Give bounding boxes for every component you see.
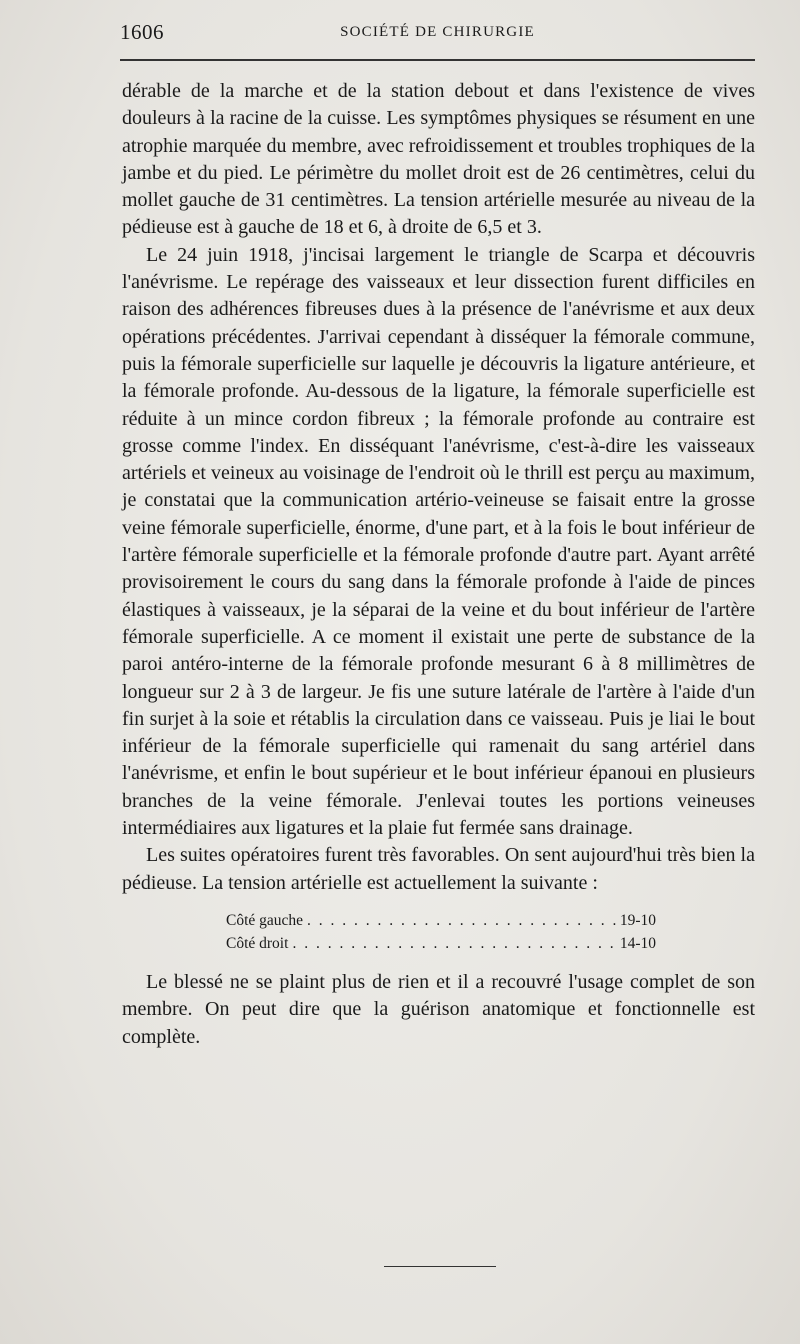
tension-side-label: Côté droit bbox=[226, 934, 289, 952]
paragraph-2: Le 24 juin 1918, j'incisai largement le triangle de Scarpa et découvris l'anévrisme. Le repérage des vaisseaux et leur dissection furent difficiles en raison des adhérences fibreuses dues à la présence de l'anévrisme et aux deux opérations précédentes. J'arrivai cependant à disséquer la fémorale commune, puis la fémorale superficielle sur laquelle je découvris la ligature antérieure, et la fémorale profonde. Au-dessous de la ligature, la fémorale superficielle est réduite à un mince cordon fibreux ; la fémorale profonde au contraire est grosse comme l'index. En disséquant l'anévrisme, c'est-à-dire les vaisseaux artériels et veineux au voisinage de l'endroit où le thrill est perçu au maximum, je constatai que la communication artério-veineuse se faisait entre la grosse veine fémorale superficielle, énorme, d'une part, et à la fois le bout inférieur de l'artère fémorale superficielle et la fémorale profonde d'autre part. Ayant arrêté provisoirement le cours du sang dans la fémorale profonde à l'aide de pinces élastiques à vaisseaux, je la séparai de la veine et du bout inférieur de l'artère fémorale superficielle. A ce moment il existait une perte de substance de la paroi antéro-interne de la fémorale profonde mesurant 6 à 8 millimètres de longueur sur 2 à 3 de largeur. Je fis une suture latérale de l'artère à l'aide d'un fin surjet à la soie et rétablis la circulation dans ce vaisseau. Puis je liai le bout inférieur de la fémorale superficielle qui ramenait du sang artériel dans l'anévrisme, et enfin le bout supérieur et le bout inférieur épanoui en plusieurs branches de la veine fémorale. J'enlevai toutes les portions veineuses intermédiaires aux ligatures et la plaie fut fermée sans drainage. bbox=[122, 243, 755, 840]
body-text bbox=[122, 78, 755, 1051]
tension-row-left bbox=[226, 909, 656, 932]
end-rule bbox=[384, 1266, 496, 1267]
tension-value: 14-10 bbox=[619, 934, 656, 952]
page-number: 1606 bbox=[120, 20, 164, 44]
closing-paragraph: Le blessé ne se plaint plus de rien et il a recouvré l'usage complet de son membre. On peut dire que la guérison anatomique et fonctionnelle est complète. bbox=[122, 970, 755, 1048]
tension-table bbox=[226, 909, 656, 955]
header-rule bbox=[120, 59, 755, 61]
leader-dots bbox=[307, 909, 616, 932]
paragraph-3: Les suites opératoires furent très favorables. On sent aujourd'hui très bien la pédieuse. La tension artérielle est actuellement la suivante : bbox=[122, 844, 755, 894]
tension-side-label: Côté gauche bbox=[226, 911, 304, 929]
paragraph-1: dérable de la marche et de la station debout et dans l'existence de vives douleurs à la racine de la cuisse. Les symptômes physiques se résument en une atrophie marquée du membre, avec refroidissement et troubles trophiques de la jambe et du pied. Le périmètre du mollet droit est de 26 centimètres, celui du mollet gauche de 31 centimètres. La tension artérielle mesurée au niveau de la pédieuse est à gauche de 18 et 6, à droite de 6,5 et 3. bbox=[122, 80, 755, 239]
tension-row-right bbox=[226, 932, 656, 955]
running-head: SOCIÉTÉ DE CHIRURGIE bbox=[340, 24, 535, 40]
leader-dots bbox=[292, 932, 615, 955]
page-header bbox=[120, 20, 755, 46]
tension-value: 19-10 bbox=[619, 911, 656, 929]
